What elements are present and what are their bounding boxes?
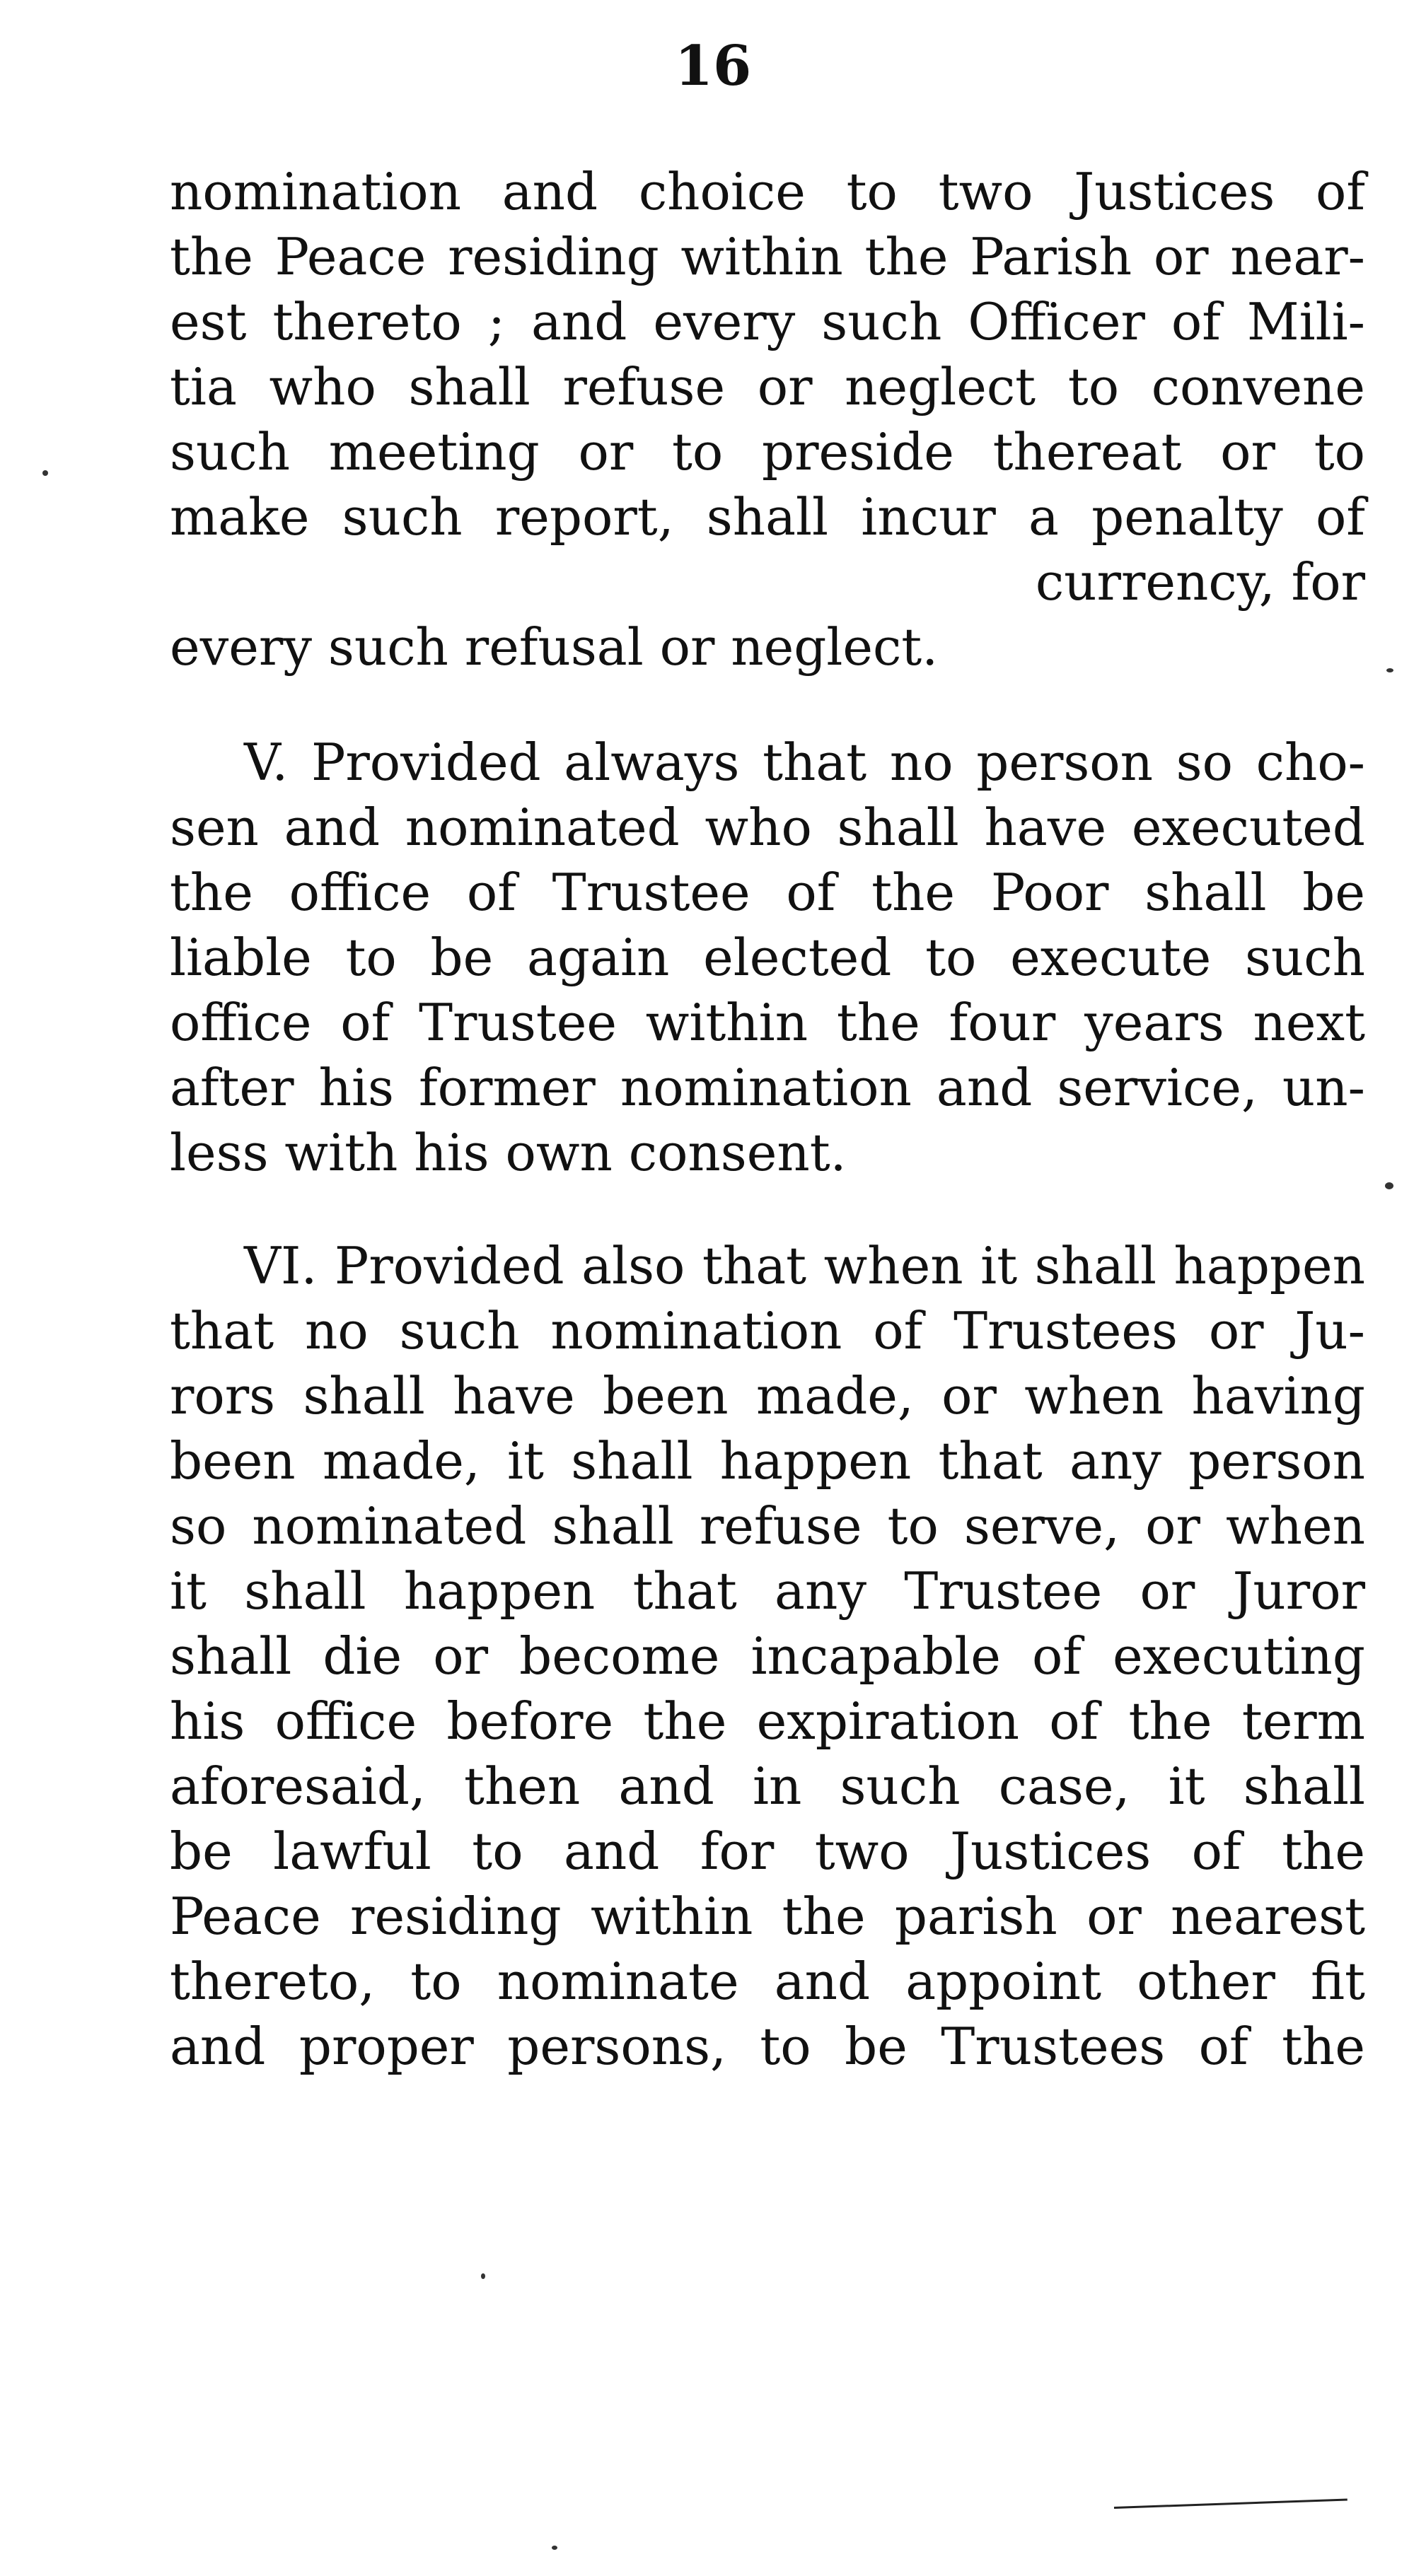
ink-speck (1385, 1182, 1393, 1189)
section-vi-paragraph (170, 1233, 1365, 2079)
page-number: 16 (674, 34, 752, 98)
text-line: the Peace residing within the Parish or near- (170, 227, 1365, 286)
text-line: V. Provided always that no person so cho- (244, 733, 1365, 792)
text-line: his office before the expiration of the term (170, 1691, 1365, 1751)
text-line: been made, it shall happen that any person (170, 1431, 1365, 1491)
ink-speck (42, 470, 48, 476)
text-line: less with his own consent. (170, 1123, 847, 1182)
text-line: it shall happen that any Trustee or Juror (170, 1561, 1365, 1621)
text-line: currency, for (1035, 552, 1365, 612)
bottom-rule (1114, 2498, 1347, 2509)
text-line: tia who shall refuse or neglect to convene (170, 357, 1365, 416)
ink-speck (552, 2546, 557, 2550)
text-line: liable to be again elected to execute such (170, 928, 1365, 987)
text-line: after his former nomination and service, un- (170, 1058, 1365, 1117)
text-line: so nominated shall refuse to serve, or when (170, 1496, 1365, 1556)
text-line: Peace residing within the parish or nearest (170, 1887, 1365, 1946)
text-line: and proper persons, to be Trustees of the (170, 2017, 1365, 2076)
text-line: rors shall have been made, or when having (170, 1366, 1365, 1426)
ink-speck (1386, 668, 1393, 672)
text-line: the office of Trustee of the Poor shall be (170, 863, 1365, 922)
text-line: make such report, shall incur a penalty of (170, 487, 1365, 547)
ink-speck (481, 2273, 485, 2279)
text-line: nomination and choice to two Justices of (170, 162, 1365, 221)
text-line: office of Trustee within the four years next (170, 993, 1365, 1052)
text-line: be lawful to and for two Justices of the (170, 1822, 1365, 1881)
section-v-paragraph (170, 730, 1365, 1185)
text-line: est thereto ; and every such Officer of Mili- (170, 292, 1365, 351)
text-line: VI. Provided also that when it shall happen (244, 1236, 1365, 1295)
text-line: thereto, to nominate and appoint other fit (170, 1952, 1365, 2011)
text-line: sen and nominated who shall have executed (170, 798, 1365, 857)
text-line: shall die or become incapable of executing (170, 1626, 1365, 1686)
text-line: every such refusal or neglect. (170, 617, 939, 677)
text-line: aforesaid, then and in such case, it shall (170, 1756, 1365, 1816)
text-line: such meeting or to preside thereat or to (170, 422, 1365, 482)
text-line: that no such nomination of Trustees or Ju- (170, 1301, 1365, 1360)
paragraph-continuation (170, 159, 1365, 680)
